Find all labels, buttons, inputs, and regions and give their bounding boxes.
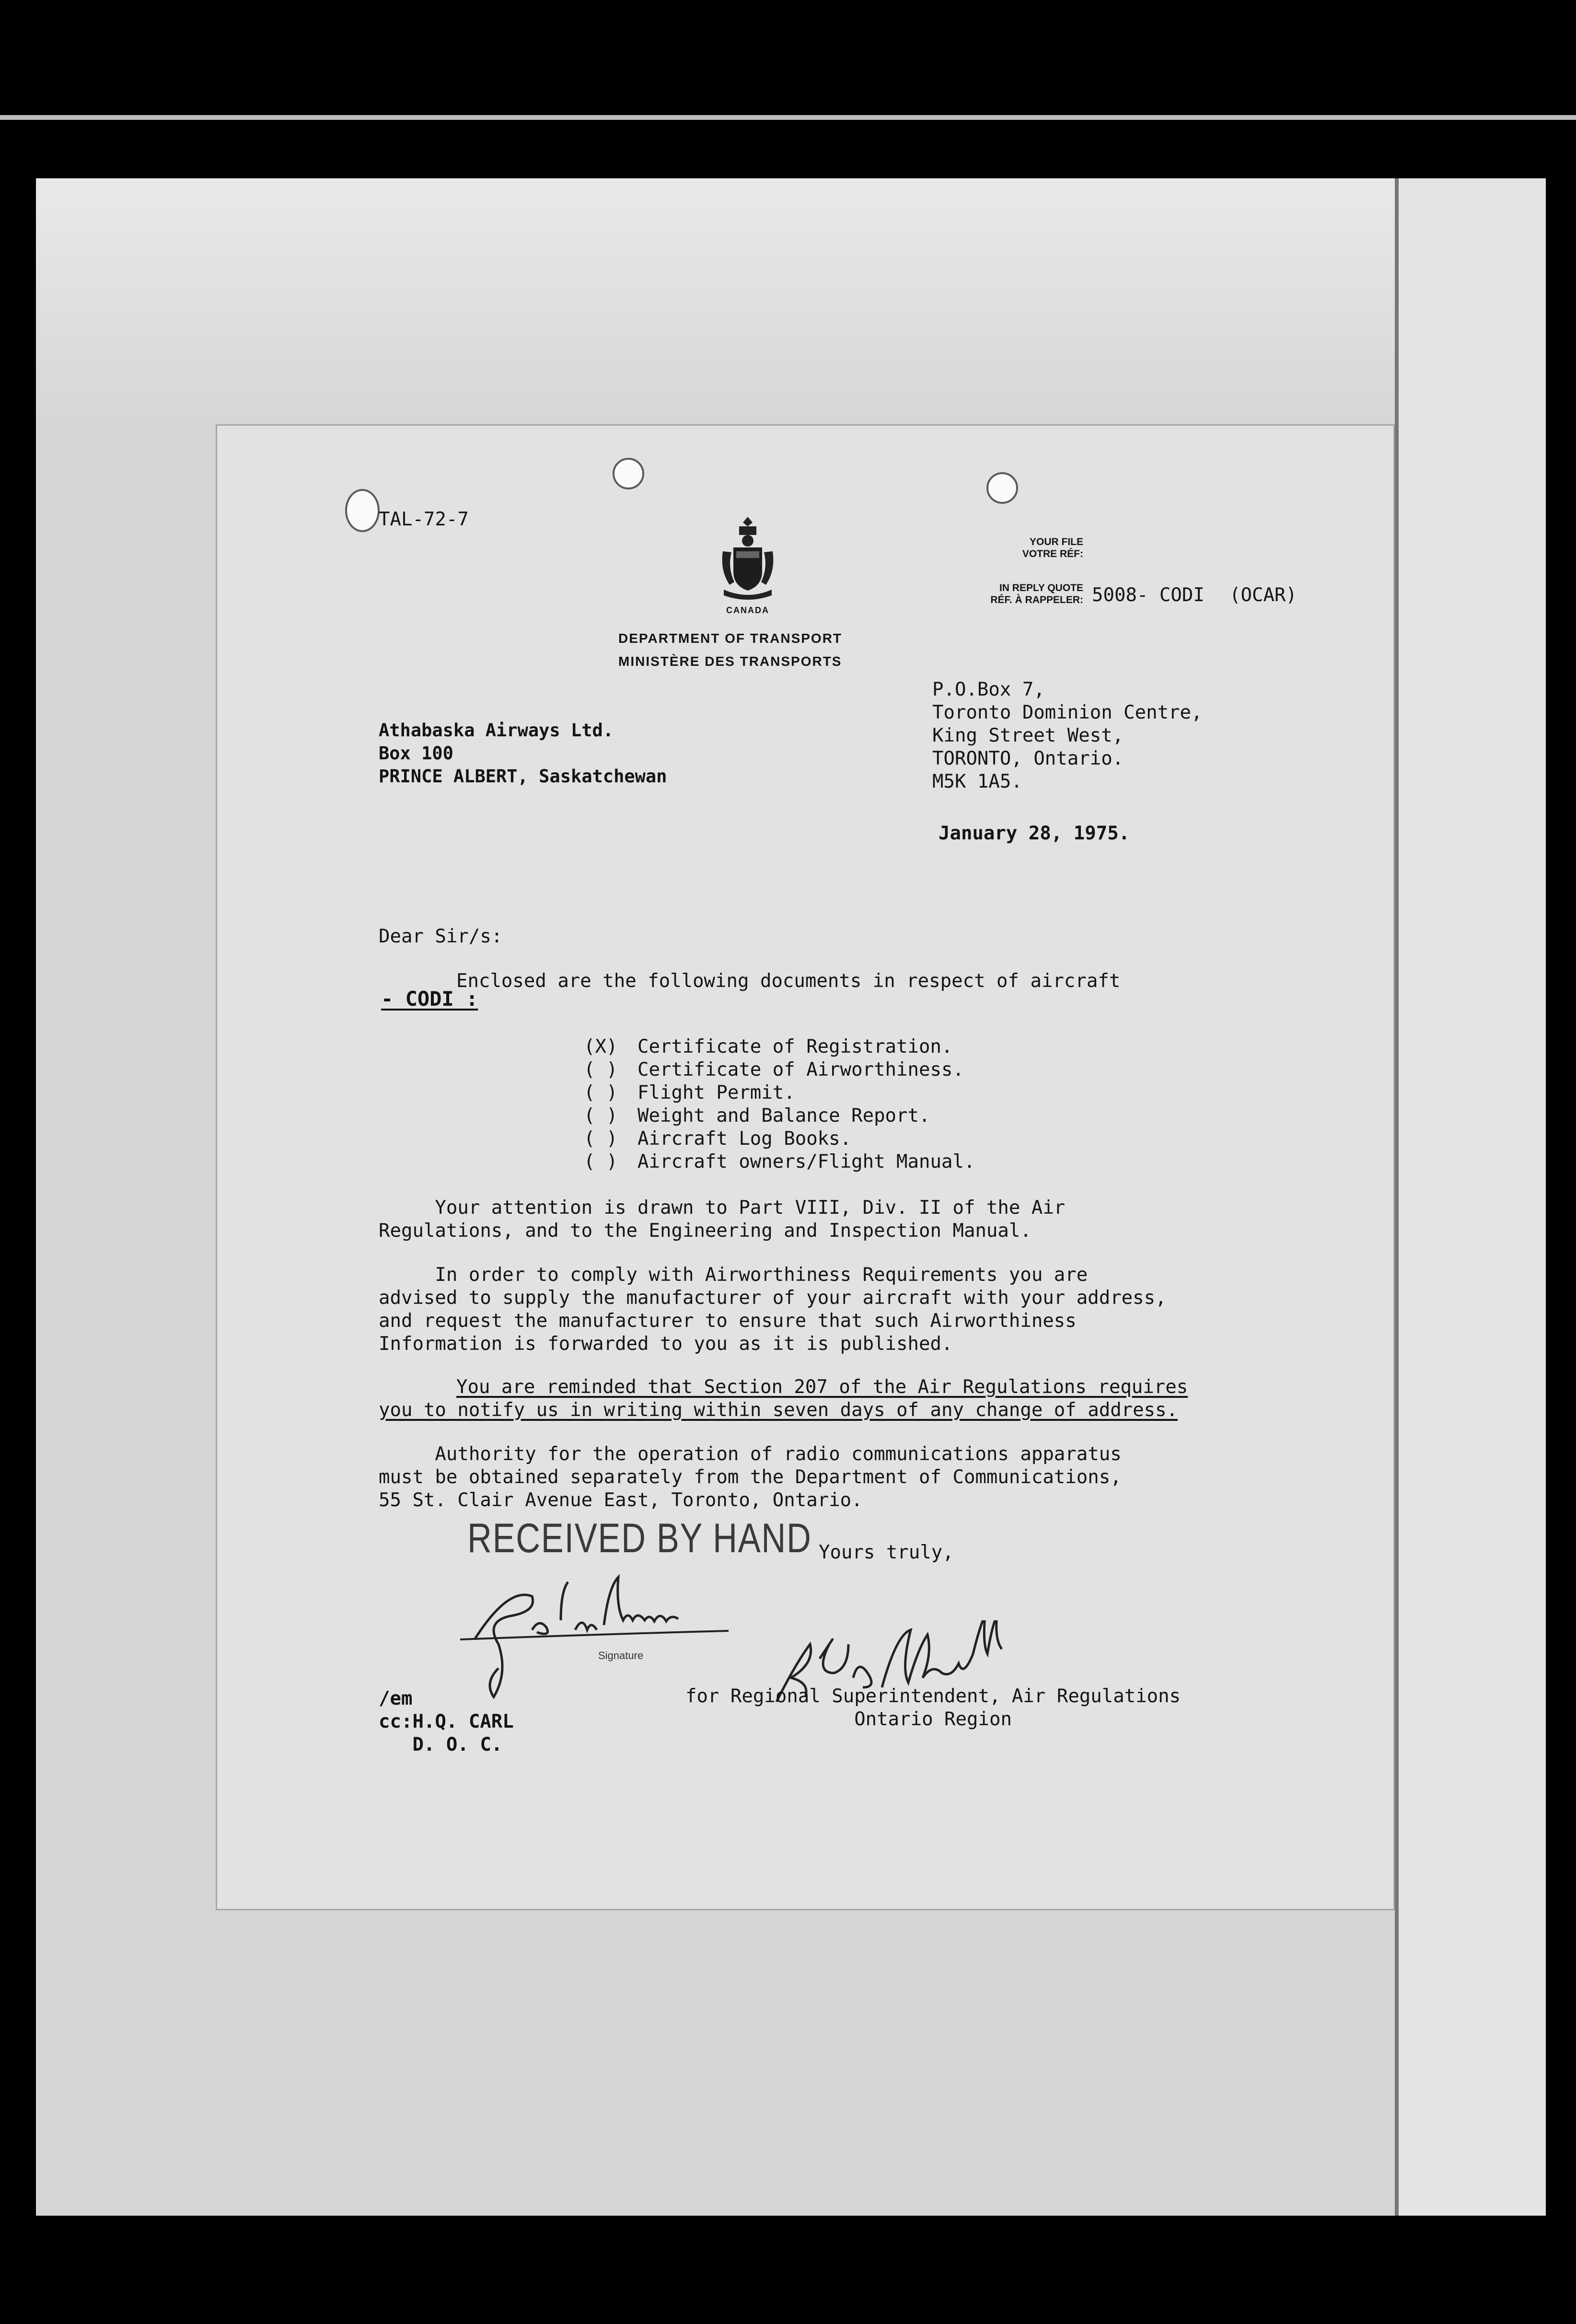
folder-edge-strip [1395,178,1546,2216]
signer-title: for Regional Superintendent, Air Regulations Ontario Region [685,1685,1181,1730]
reply-quote-suffix: (OCAR) [1229,584,1297,606]
checklist-box: ( ) [584,1105,618,1127]
paragraph-regulations: Your attention is drawn to Part VIII, Div. II of the Air Regulations, and to the Engineering and Inspection Manual. [379,1197,1066,1242]
checklist-item: Flight Permit. [637,1082,795,1104]
department-name-fr: MINISTÈRE DES TRANSPORTS [618,654,842,669]
your-file-label: YOUR FILE VOTRE RÉF: [1022,536,1083,559]
carbon-copy-list: cc:H.Q. CARL D. O. C. [379,1711,514,1755]
crest-caption: CANADA [726,605,769,615]
checklist-item: Certificate of Registration. [637,1036,953,1057]
backing-sheet-shade [36,178,1546,428]
received-by-hand-stamp: RECEIVED BY HAND [467,1515,812,1561]
sender-address: P.O.Box 7, Toronto Dominion Centre, King Street West, TORONTO, Ontario. M5K 1A5. [932,679,1203,792]
punch-hole [345,489,380,532]
closing: Yours truly, [819,1542,954,1563]
checklist-item: Aircraft Log Books. [637,1128,852,1150]
punch-hole [986,472,1018,504]
signature-caption: Signature [598,1650,644,1662]
checklist-box: ( ) [584,1082,618,1104]
paragraph-radio-authority: Authority for the operation of radio communications apparatus must be obtained separately from the Department of Communications, 55 St. Clair Avenue East, Toronto, Ontario. [379,1443,1122,1511]
aircraft-registration: - CODI : [381,987,478,1011]
canada-crest-icon [714,513,781,604]
letter-date: January 28, 1975. [939,823,1130,844]
intro-line: Enclosed are the following documents in respect of aircraft [456,970,1121,992]
scan-top-rule [0,115,1576,120]
checklist-box: ( ) [584,1151,618,1173]
checklist-item: Aircraft owners/Flight Manual. [637,1151,975,1173]
checklist-box: ( ) [584,1128,618,1150]
checklist-item: Certificate of Airworthiness. [637,1059,964,1081]
checklist-item: Weight and Balance Report. [637,1105,930,1127]
paragraph-address-reminder-line2: you to notify us in writing within seven days of any change of address. [379,1399,1178,1421]
paragraph-airworthiness: In order to comply with Airworthiness Requirements you are advised to supply the manufacturer of your aircraft with your address, and request the manufacturer to ensure that such Airworthiness Information is forwarded to you as it is published. [379,1264,1167,1355]
punch-hole [613,458,644,489]
checklist-box: ( ) [584,1059,618,1081]
salutation: Dear Sir/s: [379,926,503,947]
department-name-en: DEPARTMENT OF TRANSPORT [618,631,843,646]
checklist-box: (X) [584,1036,618,1057]
reply-quote-value: 5008- CODI [1092,584,1205,606]
scan-top-band [0,0,1576,115]
paragraph-address-reminder-line1: You are reminded that Section 207 of the Air Regulations requires [456,1376,1188,1398]
file-reference: TAL-72-7 [379,509,469,530]
typist-initials: /em [379,1688,413,1709]
reply-quote-label: IN REPLY QUOTE RÉF. À RAPPELER: [990,582,1083,605]
recipient-address: Athabaska Airways Ltd. Box 100 PRINCE ALBERT, Saskatchewan [379,720,667,787]
